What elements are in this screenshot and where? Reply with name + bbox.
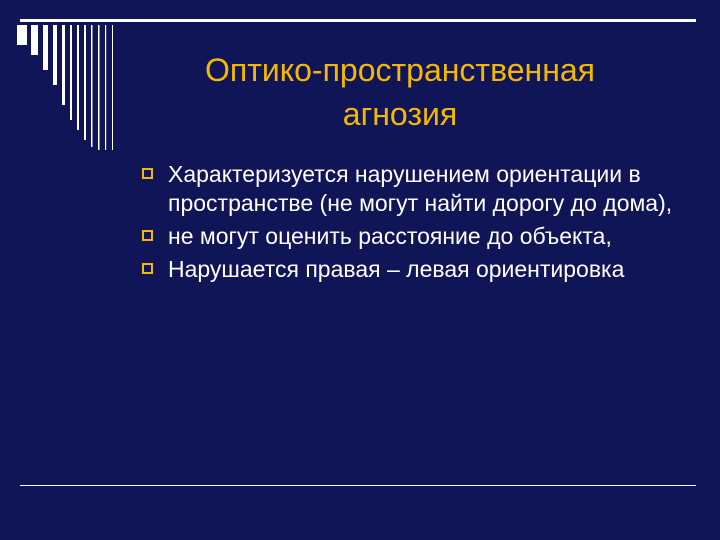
hollow-square-icon xyxy=(142,263,153,274)
bullet-text: Нарушается правая – левая ориентировка xyxy=(168,256,625,282)
bullet-item xyxy=(140,160,700,218)
hollow-square-icon xyxy=(142,168,153,179)
title-line-1: Оптико-пространственная xyxy=(205,52,595,88)
bullet-item xyxy=(140,222,700,251)
slide-title xyxy=(150,48,650,136)
bullet-item xyxy=(140,255,700,284)
bullet-text: не могут оценить расстояние до объекта, xyxy=(168,223,612,249)
bottom-rule xyxy=(20,485,696,486)
vertical-stripes-decoration xyxy=(0,0,140,150)
bullet-list xyxy=(140,160,700,288)
hollow-square-icon xyxy=(142,230,153,241)
title-line-2: агнозия xyxy=(342,96,458,132)
bullet-text: Характеризуется нарушением ориентации в пространстве (не могут найти дорогу до дома), xyxy=(168,161,673,216)
